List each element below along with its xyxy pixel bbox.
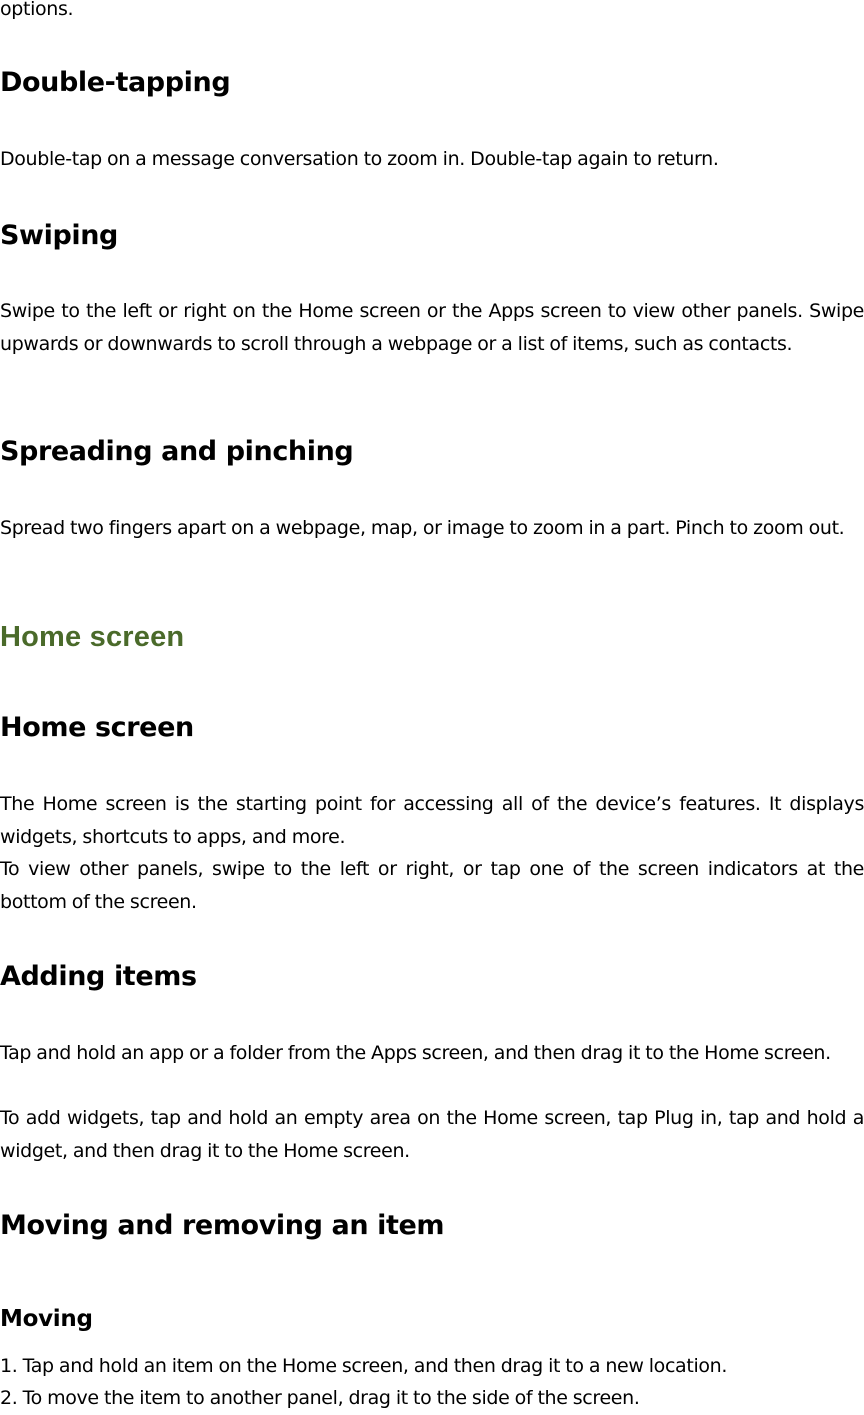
- section-heading-swiping: Swiping: [0, 220, 118, 251]
- section-heading-moving-removing: Moving and removing an item: [0, 1210, 445, 1241]
- section-heading-double-tapping: Double-tapping: [0, 67, 231, 98]
- subheading-moving: Moving: [0, 1306, 93, 1332]
- moving-step-1: 1. Tap and hold an item on the Home screen, and then drag it to a new location.: [0, 1355, 728, 1377]
- spreading-pinching-text: Spread two fingers apart on a webpage, map, or image to zoom in a part. Pinch to zoom out.: [0, 517, 845, 539]
- moving-step-2: 2. To move the item to another panel, drag it to the side of the screen.: [0, 1387, 640, 1409]
- intro-tail-text: options.: [0, 0, 74, 20]
- section-heading-adding-items: Adding items: [0, 961, 197, 992]
- section-heading-spreading-pinching: Spreading and pinching: [0, 436, 354, 467]
- double-tapping-text: Double-tap on a message conversation to zoom in. Double-tap again to return.: [0, 148, 719, 170]
- home-screen-text-1: The Home screen is the starting point for accessing all of the device’s features. It displays widgets, shortcuts to apps, and more.: [0, 793, 864, 848]
- home-screen-text-2: To view other panels, swipe to the left or right, or tap one of the screen indicators at the bottom of the screen.: [0, 858, 864, 913]
- chapter-title: Home screen: [0, 621, 185, 653]
- adding-items-text-2: To add widgets, tap and hold an empty area on the Home screen, tap Plug in, tap and hold a widget, and then drag it to the Home screen.: [0, 1107, 864, 1162]
- section-heading-home-screen: Home screen: [0, 712, 194, 743]
- swiping-text: Swipe to the left or right on the Home screen or the Apps screen to view other panels. Swipe upwards or downwards to scroll through a webpage or a list of items, such as contacts.: [0, 300, 864, 355]
- adding-items-text-1: Tap and hold an app or a folder from the Apps screen, and then drag it to the Home screen.: [0, 1042, 831, 1064]
